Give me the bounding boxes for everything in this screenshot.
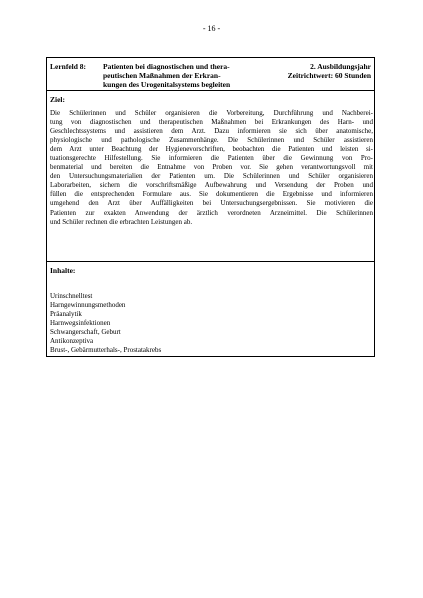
content-list: [50, 292, 161, 355]
field-title-line: kungen des Urogenitalsystems begleiten: [103, 80, 231, 90]
field-meta: [288, 62, 371, 80]
goal-line: dem Arzt unter Beachtung der Hygienevorschriften, beobachten die Patienten und leisten si-: [50, 145, 373, 154]
goal-heading: Ziel:: [50, 95, 65, 104]
field-label: Lernfeld 8:: [50, 62, 87, 71]
content-item: Harnwegsinfektionen: [50, 319, 111, 328]
goal-text: [50, 109, 373, 227]
goal-line: füllen die entsprechenden Formulare aus. Sie dokumentieren die Ergebnisse und informieren: [50, 190, 373, 199]
content-item: Brust-, Gebärmutterhals-, Prostatakrebs: [50, 346, 162, 355]
goal-line: Laborarbeiten, sichern die vorschriftsmäßige Aufbewahrung und Versendung der Proben und: [50, 181, 373, 190]
goal-line: Geschlechtssystems und assistieren dem Arzt. Dazu informieren sie sich über anatomische,: [50, 127, 373, 136]
content-item: Urinschnelltest: [50, 292, 93, 300]
content-item: Präanalytik: [50, 310, 82, 319]
content-item: Harngewinnungsmethoden: [50, 301, 126, 310]
learning-field-table: [46, 57, 375, 357]
content-section: [47, 262, 374, 356]
field-title-line: Patienten bei diagnostischen und thera-: [103, 62, 230, 71]
content-item: Antikonzeptiva: [50, 337, 94, 346]
goal-line: umgehend den Arzt über Auffälligkeiten bei Untersuchungsergebnissen. Sie motivieren die: [50, 199, 373, 208]
field-title: [103, 62, 230, 90]
content-heading: Inhalte:: [50, 266, 76, 275]
time-guideline: Zeitrichtwert: 60 Stunden: [287, 71, 371, 81]
goal-section: [47, 91, 374, 262]
field-title-line: peutischen Maßnahmen der Erkran-: [103, 71, 221, 81]
goal-line: Die Schülerinnen und Schüler organisieren die Vorbereitung, Durchführung und Nachberei-: [50, 109, 373, 117]
goal-line: den Untersuchungsmaterialien der Patienten um. Die Schülerinnen und Schüler organisieren: [50, 172, 373, 181]
content-item: Schwangerschaft, Geburt: [50, 328, 121, 337]
page-number: - 16 -: [202, 24, 221, 33]
goal-line: und Schüler rechnen die erbrachten Leistungen ab.: [50, 217, 193, 226]
goal-line: Patienten zur exakten Anwendung der ärztlich verordneten Arzneimittel. Die Schülerinnen: [50, 208, 373, 217]
table-header: [47, 58, 374, 91]
goal-line: tuationsgerechte Hilfestellung. Sie informieren die Patienten über die Gewinnung von Pro-: [50, 154, 373, 163]
goal-line: physiologische und pathologische Zusammenhänge. Die Schülerinnen und Schüler assistieren: [50, 136, 373, 145]
goal-line: benmaterial und bereiten die Entnahme von Proben vor. Sie gehen verantwortungsvoll mit: [50, 163, 373, 172]
training-year: 2. Ausbildungsjahr: [310, 62, 371, 71]
goal-line: tung von diagnostischen und therapeutischen Maßnahmen bei Erkrankungen des Harn- und: [50, 118, 373, 127]
